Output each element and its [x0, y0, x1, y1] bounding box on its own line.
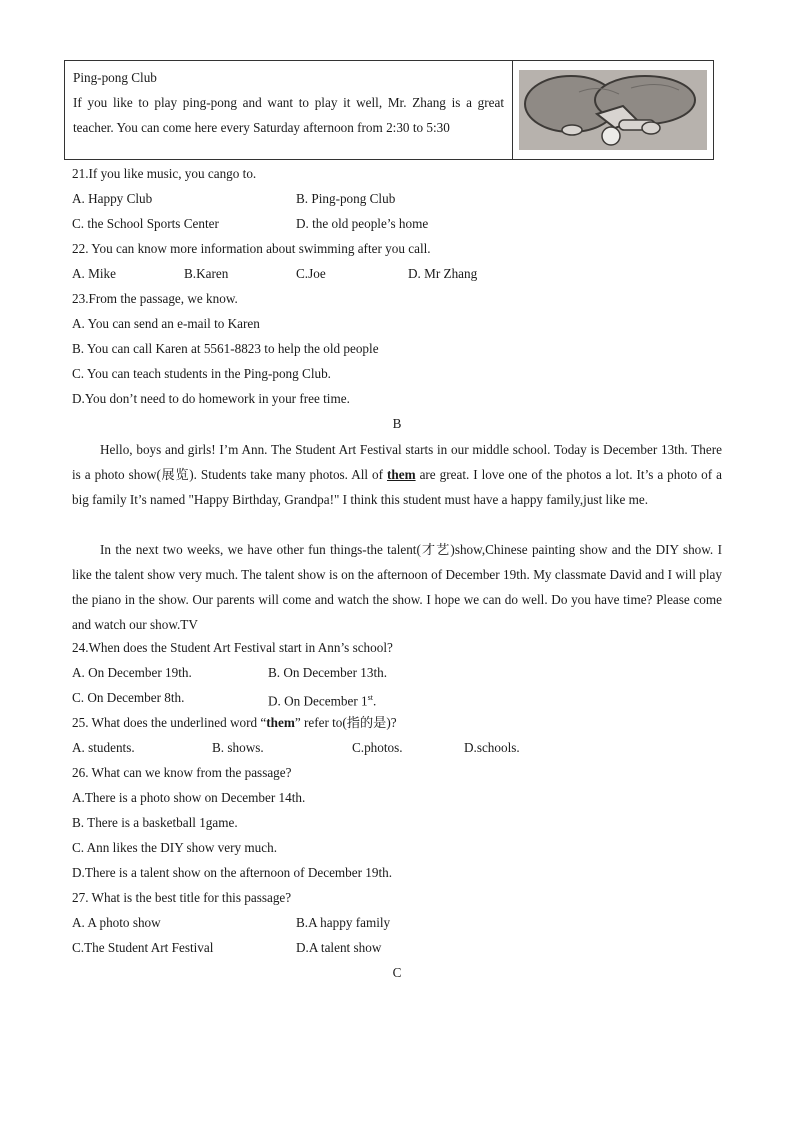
- passage-b-p1-before: Hello, boys and girls! I’m Ann. The Student Art Festival starts in our middle school. Today is December 13th. There is a photo show(展览). Students take many photos. All of: [72, 442, 722, 482]
- q24-option-d-end: .: [372, 693, 377, 709]
- q21-option-c: C. the School Sports Center: [72, 216, 219, 231]
- q26-question: 26. What can we know from the passage?: [72, 765, 292, 780]
- q25-question-before: 25. What does the underlined word “: [72, 715, 267, 730]
- passage-b-paragraph-2: In the next two weeks, we have other fun things-the talent(才艺)show,Chinese painting show and the DIY show. I like the talent show very much. The talent show is on the afternoon of December 19th. My classmate David and I will play the piano in the show. Our parents will come and watch the show. I hope we can do well. Do you have time? Please come and watch our show.TV: [72, 542, 722, 632]
- q26-option-b: B. There is a basketball 1game.: [72, 815, 238, 830]
- passage-b-p1-after: are great. I love one of the photos a lot. It’s a photo of a big family It’s named "Happy Birthday, Grandpa!" I think this student must have a happy family,just like me.: [72, 467, 722, 507]
- club-title: Ping-pong Club: [73, 70, 157, 85]
- q24-option-c: C. On December 8th.: [72, 690, 185, 705]
- club-description: If you like to play ping-pong and want to play it well, Mr. Zhang is a great teacher. You can come here every Saturday afternoon from 2:30 to 5:30: [73, 95, 504, 135]
- q23-option-c: C. You can teach students in the Ping-pong Club.: [72, 366, 331, 381]
- club-text-cell: [65, 61, 513, 159]
- q25-question: [72, 713, 397, 733]
- q25-question-word: them: [266, 715, 295, 730]
- ping-pong-club-box: [64, 60, 714, 160]
- q21-option-b: B. Ping-pong Club: [296, 191, 396, 206]
- q26-option-a: A.There is a photo show on December 14th.: [72, 790, 306, 805]
- q22-question: 22. You can know more information about swimming after you call.: [72, 241, 431, 256]
- passage-b-paragraph-1: [72, 437, 722, 512]
- q23-question: 23.From the passage, we know.: [72, 291, 238, 306]
- q27-question: 27. What is the best title for this passage?: [72, 890, 292, 905]
- q24-option-d-sup: st: [367, 693, 373, 702]
- q25-question-after: ” refer to(指的是)?: [294, 715, 397, 730]
- q22-option-a: A. Mike: [72, 266, 116, 281]
- q24-option-d-main: D. On December 1: [268, 693, 368, 709]
- q24-option-b: B. On December 13th.: [268, 665, 388, 680]
- q21-question: 21.If you like music, you cango to.: [72, 166, 257, 181]
- q25-option-d: D.schools.: [464, 740, 520, 755]
- section-b-heading: B: [392, 416, 402, 431]
- q23-option-d: D.You don’t need to do homework in your free time.: [72, 391, 350, 406]
- q24-question: 24.When does the Student Art Festival start in Ann’s school?: [72, 640, 393, 655]
- ping-pong-paddles-image: [513, 61, 713, 159]
- underlined-word-them: them: [387, 467, 416, 482]
- q22-option-b: B.Karen: [184, 266, 229, 281]
- q24-option-d: [268, 688, 376, 708]
- q24-option-a: A. On December 19th.: [72, 665, 192, 680]
- q26-option-d: D.There is a talent show on the afternoon of December 19th.: [72, 865, 393, 880]
- q26-option-c: C. Ann likes the DIY show very much.: [72, 840, 277, 855]
- q23-option-b: B. You can call Karen at 5561-8823 to help the old people: [72, 341, 379, 356]
- q25-option-b: B. shows.: [212, 740, 264, 755]
- q22-option-d: D. Mr Zhang: [408, 266, 478, 281]
- q21-option-d: D. the old people’s home: [296, 216, 429, 231]
- q21-option-a: A. Happy Club: [72, 191, 153, 206]
- q23-option-a: A. You can send an e-mail to Karen: [72, 316, 260, 331]
- q27-option-d: D.A talent show: [296, 940, 382, 955]
- q27-option-a: A. A photo show: [72, 915, 161, 930]
- ping-pong-paddles-icon: [519, 70, 707, 150]
- section-c-heading: C: [392, 965, 402, 980]
- q25-option-c: C.photos.: [352, 740, 403, 755]
- q25-option-a: A. students.: [72, 740, 135, 755]
- q27-option-c: C.The Student Art Festival: [72, 940, 214, 955]
- q22-option-c: C.Joe: [296, 266, 326, 281]
- q27-option-b: B.A happy family: [296, 915, 391, 930]
